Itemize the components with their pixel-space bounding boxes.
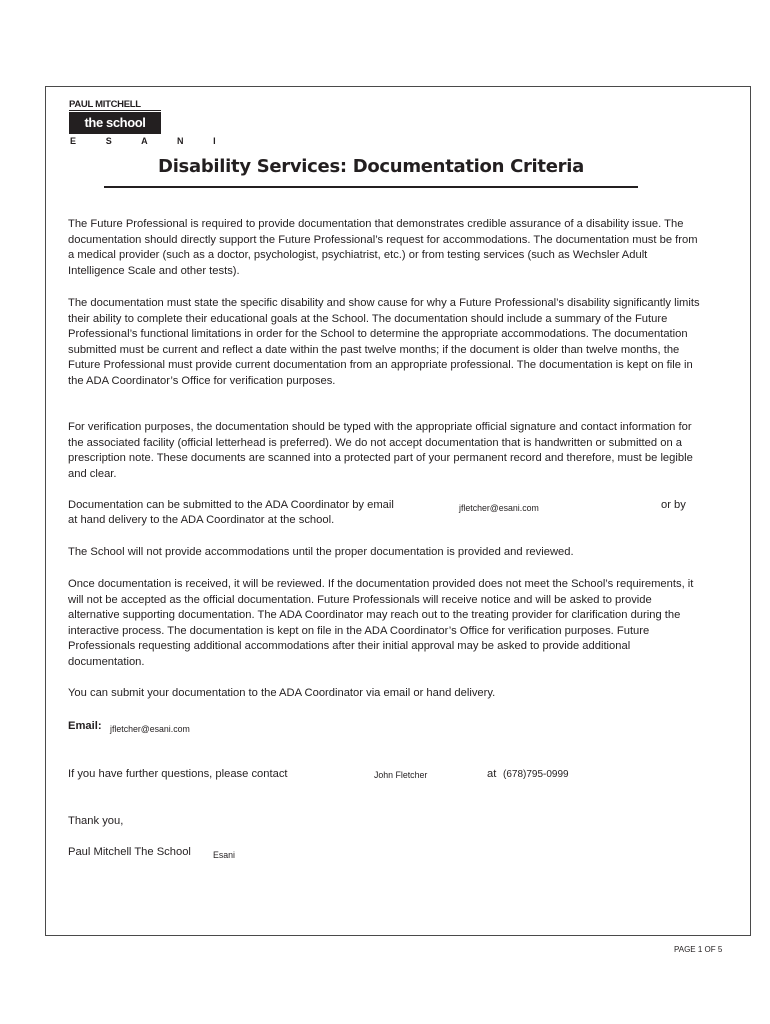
thank-you-text: Thank you, [68, 815, 124, 827]
paragraph-requirement: The Future Professional is required to provide documentation that demonstrates credible assurance of a disability issue. The documentation should directly support the Future Professional’s request for accommodations. The documentation must be from a medical provider (such as a doctor, psychologist, psychiatrist, etc.) or from testing services (such as Wechsler Adult Intelligence Scale and other tests). [68, 218, 698, 277]
signature-location-field[interactable]: Esani [213, 850, 236, 860]
submit-email-field[interactable]: jfletcher@esani.com [459, 503, 539, 513]
logo-location: E S A N I [70, 136, 230, 146]
page-number: PAGE 1 OF 5 [674, 945, 723, 954]
document-border [45, 86, 751, 936]
contact-name-field[interactable]: John Fletcher [374, 770, 428, 780]
questions-text: If you have further questions, please contact [68, 768, 288, 780]
at-text: at [487, 768, 497, 780]
phone-field[interactable]: (678)795-0999 [503, 769, 569, 780]
school-logo [69, 99, 230, 147]
submit-line-2: at hand delivery to the ADA Coordinator at the school. [68, 514, 335, 526]
submit-line-prefix: Documentation can be submitted to the ADA Coordinator by email [68, 499, 394, 511]
page-title: Disability Services: Documentation Criteria [158, 156, 584, 177]
paragraph-content: The documentation must state the specific disability and show cause for why a Future Professional’s disability significantly limits their ability to complete their educational goals at the School. The documentation should include a summary of the Future Professional’s functional limitations in order for the School to determine the appropriate accommodations. The documentation submitted must be current and reflect a date within the past twelve months; if the document is older than twelve months, the Future Professional must provide current documentation from an appropriate professional. The documentation is kept on file in the ADA Coordinator’s Office for verification purposes. [68, 297, 700, 387]
no-accommodations-text: The School will not provide accommodations until the proper documentation is provided and reviewed. [68, 546, 574, 558]
logo-brand: PAUL MITCHELL [69, 100, 161, 111]
title-underline [104, 186, 638, 188]
paragraph-review: Once documentation is received, it will be reviewed. If the documentation provided does not meet the School’s requirements, it will not be accepted as the official documentation. Future Professionals will receive notice and will be asked to provide alternative supporting documentation. The ADA Coordinator may reach out to the treating provider for clarification during the interactive process. The documentation is kept on file in the ADA Coordinator’s Office for verification purposes. Future Professionals requesting additional accommodations after their initial approval may be asked to provide additional documentation. [68, 578, 694, 668]
signature-text: Paul Mitchell The School [68, 846, 191, 858]
submit-line-suffix: or by [661, 499, 686, 511]
submit-via-text: You can submit your documentation to the ADA Coordinator via email or hand delivery. [68, 687, 496, 699]
paragraph-verification: For verification purposes, the documentation should be typed with the appropriate official signature and contact information for the associated facility (official letterhead is preferred). We do not accept documentation that is handwritten or submitted on a prescription note. These documents are scanned into a protected part of your permanent record and therefore, must be legible and clear. [68, 421, 693, 480]
email-label: Email: [68, 720, 102, 732]
logo-name: the school [69, 112, 161, 134]
email-field[interactable]: jfletcher@esani.com [110, 724, 190, 734]
